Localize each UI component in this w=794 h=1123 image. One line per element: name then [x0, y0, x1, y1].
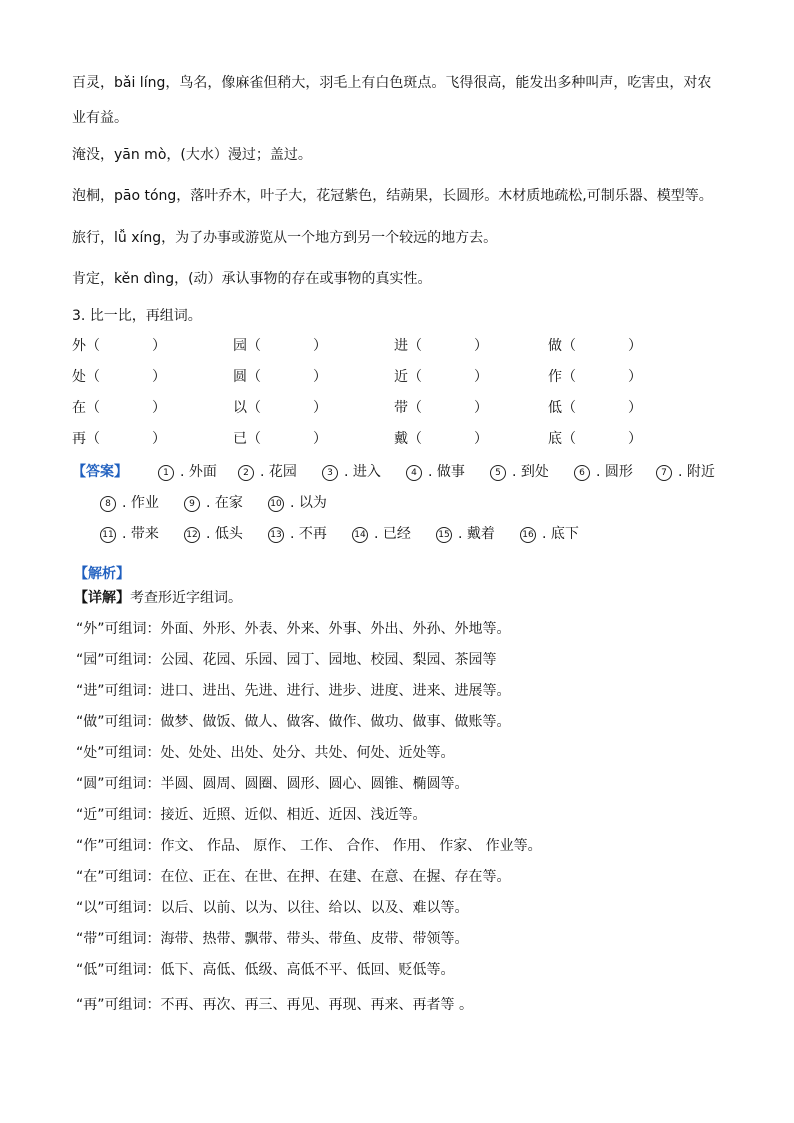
explain-line: “以”可组词：以后、以前、以为、以往、给以、以及、难以等。 [76, 900, 469, 916]
explain-line: “近”可组词：接近、近照、近似、相近、近因、浅近等。 [76, 807, 427, 823]
answer-line [72, 524, 722, 555]
explain-line: “处”可组词：处、处处、出处、处分、共处、何处、近处等。 [76, 745, 455, 761]
explain-line: “在”可组词：在位、正在、在世、在押、在建、在意、在握、存在等。 [76, 869, 511, 885]
answer-item: 2 . 花园 [238, 462, 297, 482]
grid-cell: 再（ ） [72, 431, 166, 447]
answer-item: 7 . 附近 [656, 462, 715, 482]
explain-line: “园”可组词：公园、花园、乐园、园丁、园地、校园、梨园、茶园等 [76, 652, 497, 668]
question-title: 3. 比一比，再组词。 [72, 308, 202, 324]
grid-cell: 近（ ） [394, 369, 488, 385]
grid-cell: 处（ ） [72, 369, 166, 385]
explain-line: “作”可组词：作文、 作品、 原作、 工作、 合作、 作用、 作家、 作业等。 [76, 838, 542, 854]
definition-line: 淹没，yān mò，(大水）漫过；盖过。 [72, 147, 312, 163]
definition-line: 旅行，lǚ xíng，为了办事或游览从一个地方到另一个较远的地方去。 [72, 230, 498, 246]
explain-line: “进”可组词：进口、进出、先进、进行、进步、进度、进来、进展等。 [76, 683, 511, 699]
answer-item: 4 . 做事 [406, 462, 465, 482]
definition-line: 泡桐，pāo tóng，落叶乔木，叶子大，花冠紫色，结蒴果，长圆形。木材质地疏松,可制乐器、模型等。 [72, 188, 713, 204]
answer-item: 14 . 已经 [352, 524, 411, 544]
answer-label: 【答案】 [72, 464, 128, 480]
answer-line [72, 462, 722, 493]
answer-item: 11 . 带来 [100, 524, 159, 544]
explain-line: “低”可组词：低下、高低、低级、高低不平、低回、贬低等。 [76, 962, 455, 978]
answer-item: 5 . 到处 [490, 462, 549, 482]
grid-row [72, 398, 712, 429]
analysis-label: 【解析】 [74, 566, 130, 582]
grid-cell: 圆（ ） [233, 369, 327, 385]
grid-row [72, 429, 712, 460]
word-grid [72, 336, 712, 460]
grid-cell: 已（ ） [233, 431, 327, 447]
detail-line [74, 588, 242, 608]
definition-line: 业有益。 [72, 110, 128, 126]
definition-line: 百灵，bǎi líng，鸟名，像麻雀但稍大，羽毛上有白色斑点。飞得很高，能发出多种叫声，吃害虫，对农 [72, 75, 712, 91]
grid-cell: 底（ ） [548, 431, 642, 447]
detail-text: 考查形近字组词。 [130, 590, 242, 606]
answer-item: 13 . 不再 [268, 524, 327, 544]
grid-cell: 园（ ） [233, 338, 327, 354]
explain-line: “圆”可组词：半圆、圆周、圆圈、圆形、圆心、圆锥、椭圆等。 [76, 776, 469, 792]
answer-item: 8 . 作业 [100, 493, 159, 513]
grid-cell: 作（ ） [548, 369, 642, 385]
grid-cell: 低（ ） [548, 400, 642, 416]
definition-line: 肯定，kěn dìng，(动）承认事物的存在或事物的真实性。 [72, 271, 432, 287]
grid-cell: 以（ ） [233, 400, 327, 416]
answer-item: 12 . 低头 [184, 524, 243, 544]
explain-line: “再”可组词：不再、再次、再三、再见、再现、再来、再者等 。 [76, 997, 473, 1013]
explain-line: “带”可组词：海带、热带、飘带、带头、带鱼、皮带、带领等。 [76, 931, 469, 947]
answer-item: 10 . 以为 [268, 493, 327, 513]
grid-row [72, 336, 712, 367]
grid-cell: 戴（ ） [394, 431, 488, 447]
grid-row [72, 367, 712, 398]
grid-cell: 带（ ） [394, 400, 488, 416]
answer-item: 6 . 圆形 [574, 462, 633, 482]
grid-cell: 在（ ） [72, 400, 166, 416]
detail-label: 【详解】 [74, 590, 130, 606]
explain-line: “做”可组词：做梦、做饭、做人、做客、做作、做功、做事、做账等。 [76, 714, 511, 730]
answer-block [72, 462, 722, 555]
grid-cell: 做（ ） [548, 338, 642, 354]
answer-item: 9 . 在家 [184, 493, 243, 513]
grid-cell: 外（ ） [72, 338, 166, 354]
answer-line [72, 493, 722, 524]
grid-cell: 进（ ） [394, 338, 488, 354]
explain-line: “外”可组词：外面、外形、外表、外来、外事、外出、外孙、外地等。 [76, 621, 511, 637]
answer-item: 15 . 戴着 [436, 524, 495, 544]
answer-item: 3 . 进入 [322, 462, 381, 482]
answer-item: 1 . 外面 [158, 462, 217, 482]
answer-item: 16 . 底下 [520, 524, 579, 544]
